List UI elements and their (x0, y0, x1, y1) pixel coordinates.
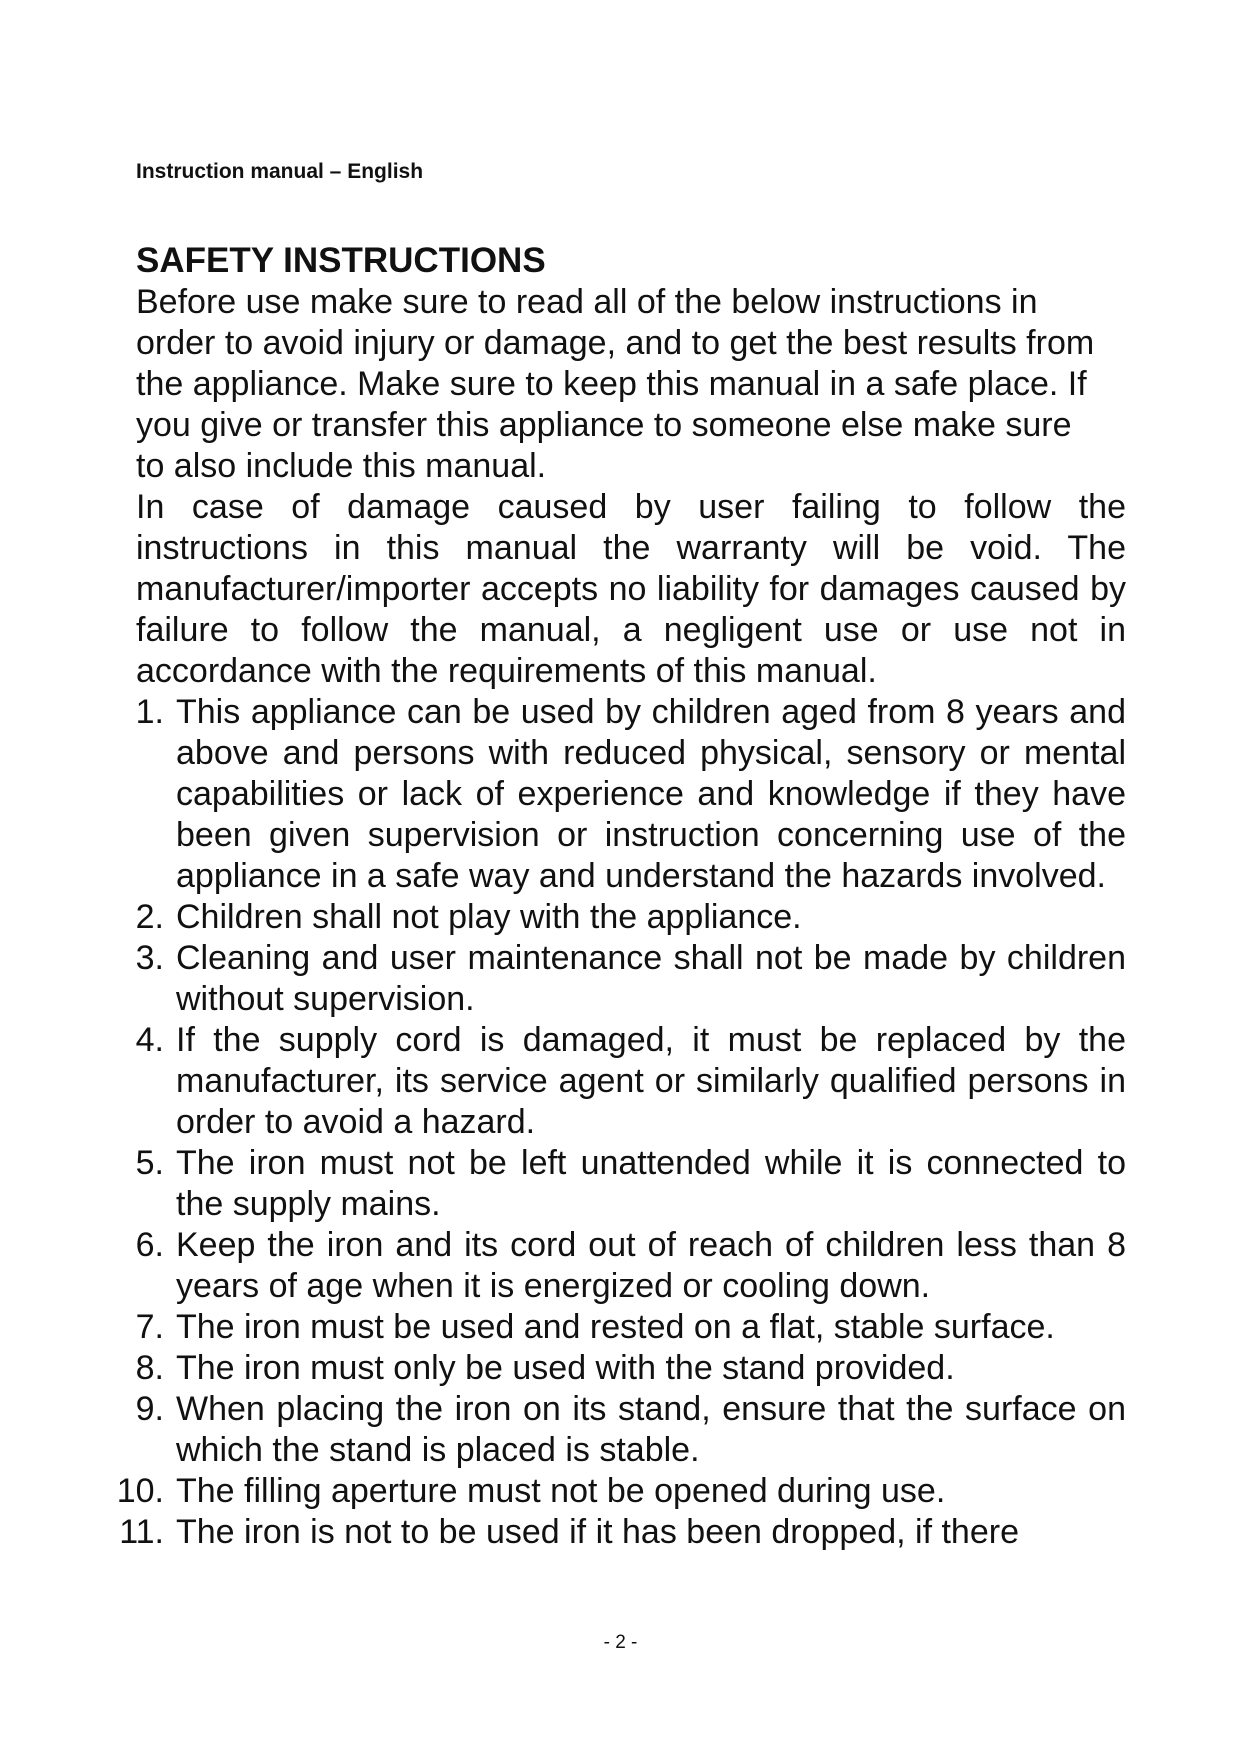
list-item (136, 1143, 1126, 1225)
list-item (136, 1348, 1126, 1389)
list-item-number: 6. (135, 1226, 164, 1264)
list-item-number: 10. (116, 1472, 164, 1510)
list-item-number: 9. (135, 1390, 164, 1428)
section-title: SAFETY INSTRUCTIONS (136, 241, 546, 280)
list-item-text: Keep the iron and its cord out of reach of children less than 8 years of age when it is energized or cooling down. (176, 1226, 1126, 1305)
list-item (136, 692, 1126, 897)
list-item-text: When placing the iron on its stand, ensure that the surface on which the stand is placed is stable. (176, 1390, 1126, 1469)
list-item-text: The iron must only be used with the stand provided. (176, 1349, 955, 1387)
list-item-text: The filling aperture must not be opened during use. (176, 1472, 946, 1510)
list-item-text: The iron must be used and rested on a flat, stable surface. (176, 1308, 1055, 1346)
document-header-label: Instruction manual – English (136, 160, 424, 183)
list-item (136, 938, 1126, 1020)
list-item-number: 11. (119, 1513, 164, 1551)
list-item-number: 2. (135, 898, 164, 936)
safety-list (116, 692, 1136, 1553)
list-item (136, 1389, 1126, 1471)
list-item-text: The iron is not to be used if it has been dropped, if there (176, 1513, 1019, 1551)
safety-section (116, 240, 1136, 1553)
list-item-text: Children shall not play with the appliance. (176, 898, 802, 936)
warranty-paragraph: In case of damage caused by user failing to follow the instructions in this manual the warranty will be void. The manufacturer/importer accepts no liability for damages caused by failure to follow the manual, a negligent use or use not in accordance with the requirements of this manual. (136, 488, 1126, 690)
list-item (136, 1020, 1126, 1143)
list-item-number: 1. (135, 693, 164, 731)
list-item-number: 3. (135, 939, 164, 977)
page-number: - 2 - (603, 1632, 638, 1653)
list-item (136, 897, 1126, 938)
list-item (136, 1307, 1126, 1348)
list-item-text: If the supply cord is damaged, it must be replaced by the manufacturer, its service agent or similarly qualified persons in order to avoid a hazard. (176, 1021, 1126, 1141)
intro-paragraph: Before use make sure to read all of the below instructions in order to avoid injury or damage, and to get the best results from the appliance. Make sure to keep this manual in a safe place. If you give or transfer this appliance to someone else make sure to also include this manual. (136, 283, 1095, 485)
list-item (119, 1512, 1126, 1553)
list-item-number: 8. (135, 1349, 164, 1387)
list-item-number: 5. (135, 1144, 164, 1182)
list-item-number: 4. (135, 1021, 164, 1059)
list-item-number: 7. (135, 1308, 164, 1346)
list-item-text: The iron must not be left unattended while it is connected to the supply mains. (176, 1144, 1126, 1223)
list-item-text: Cleaning and user maintenance shall not be made by children without supervision. (176, 939, 1126, 1018)
list-item-text: This appliance can be used by children aged from 8 years and above and persons with reduced physical, sensory or mental capabilities or lack of experience and knowledge if they have been given supervision or instruction concerning use of the appliance in a safe way and understand the hazards involved. (176, 693, 1126, 895)
list-item (116, 1471, 1126, 1512)
list-item (136, 1225, 1126, 1307)
